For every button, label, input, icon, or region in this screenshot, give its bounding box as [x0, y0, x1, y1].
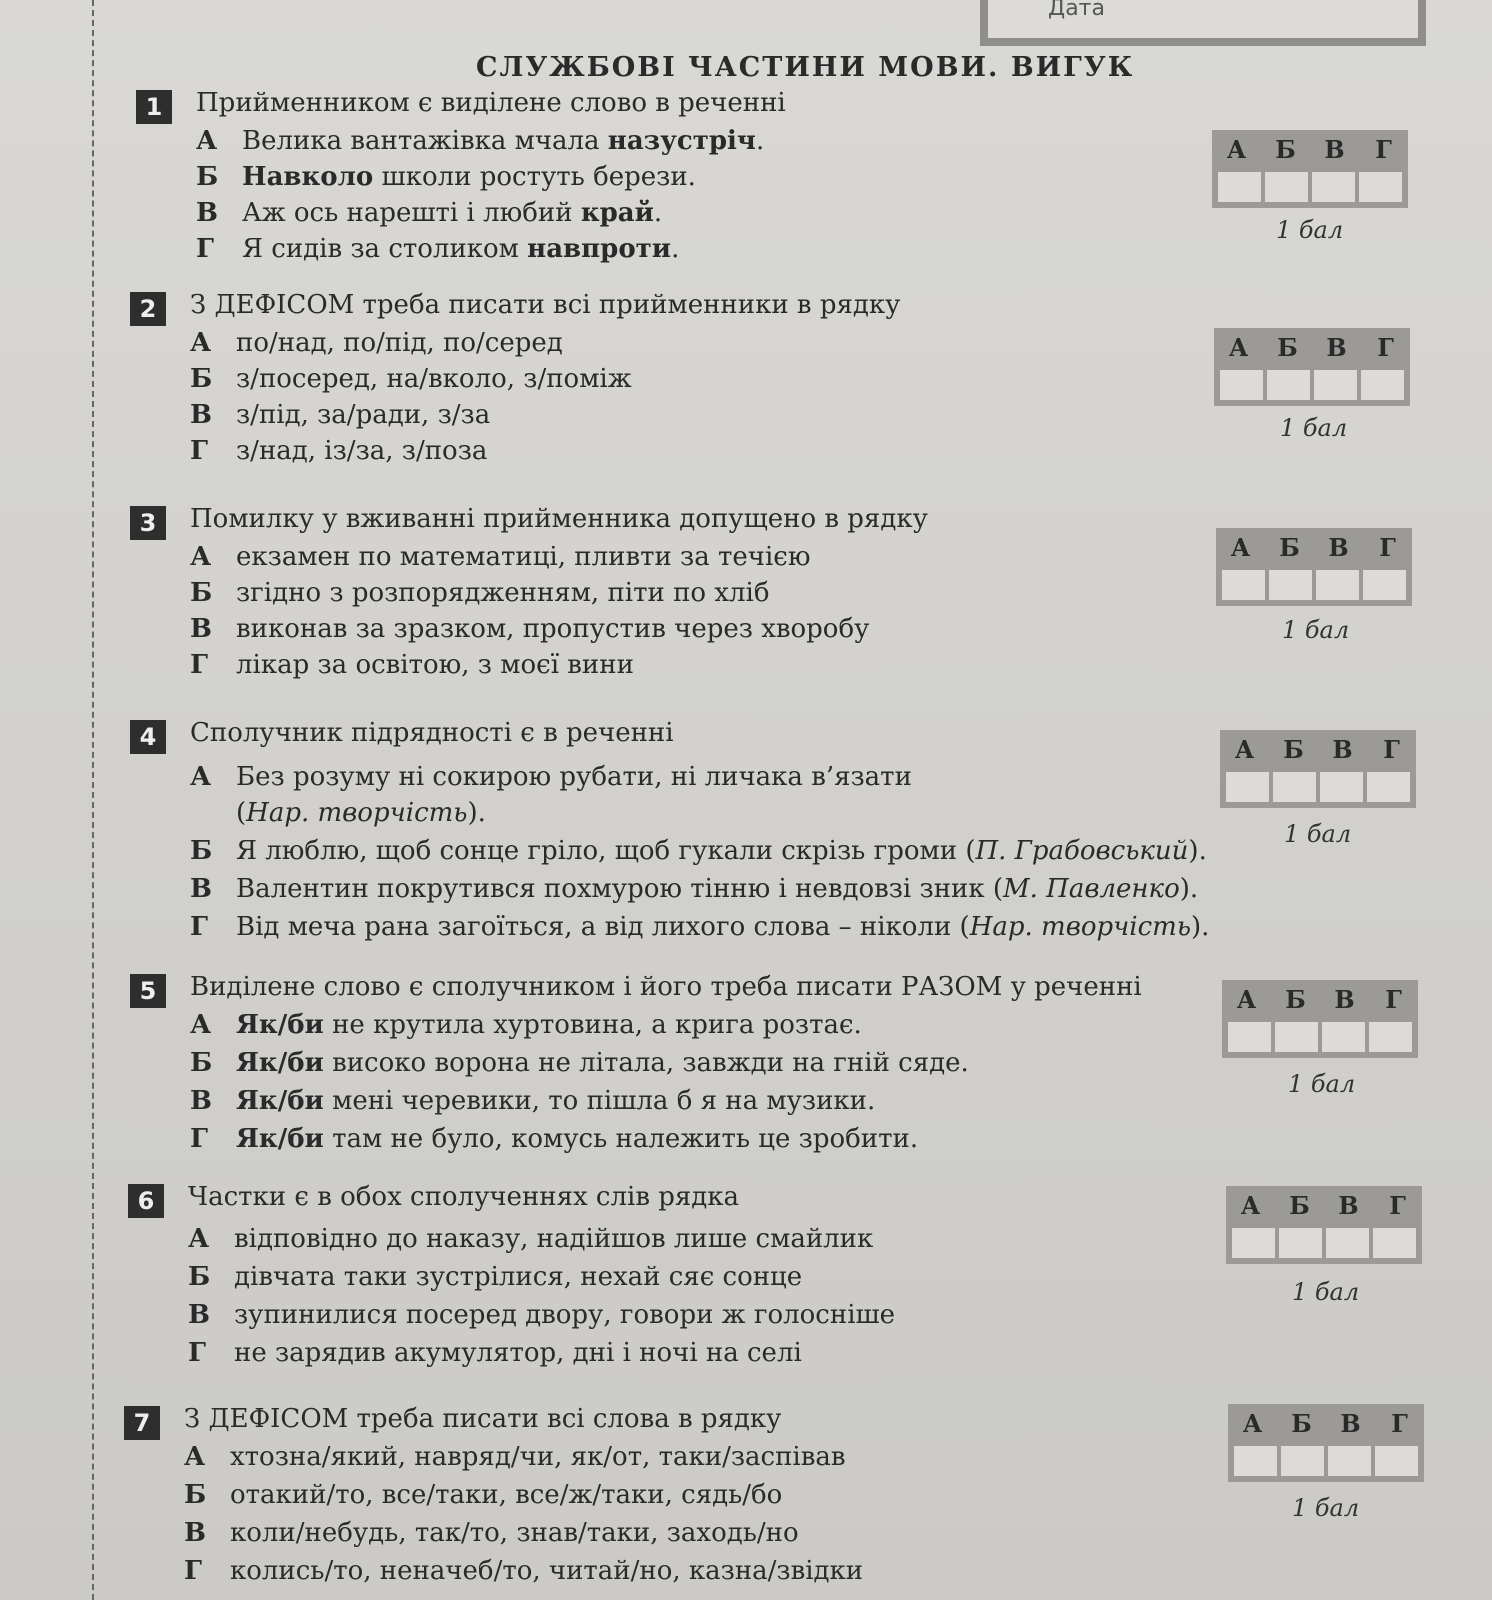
question-text: З ДЕФІСОМ треба писати всі прийменники в рядку [190, 290, 901, 320]
option-letter: А [190, 1010, 212, 1040]
option-a[interactable] [190, 1010, 862, 1040]
option-letter: А [184, 1442, 206, 1472]
question-text: Помилку у вживанні прийменника допущено в рядку [190, 504, 928, 534]
paren: ). [1191, 912, 1210, 942]
option-text-end: там не було, комусь належить це зробити. [323, 1124, 919, 1154]
option-text: згідно з розпорядженням, піти по хліб [236, 578, 770, 608]
option-letter: В [188, 1300, 210, 1330]
option-letter: Г [184, 1556, 202, 1586]
question-text: З ДЕФІСОМ треба писати всі слова в рядку [184, 1404, 782, 1434]
answer-cell-v[interactable] [1328, 1446, 1371, 1476]
grid-letter: А [1236, 985, 1257, 1014]
grid-letter: В [1324, 135, 1345, 164]
option-text: по/над, по/під, по/серед [236, 328, 563, 358]
option-v[interactable] [190, 1086, 875, 1116]
question-text: Прийменником є виділене слово в реченні [196, 88, 786, 118]
option-letter: В [196, 198, 218, 228]
answer-cell-b[interactable] [1281, 1446, 1324, 1476]
option-letter: Б [190, 1048, 213, 1078]
paren: ( [236, 798, 247, 828]
answer-grid-6[interactable] [1226, 1186, 1422, 1264]
highlighted-word: навпроти [527, 234, 672, 264]
grid-letter: Г [1391, 1409, 1408, 1438]
option-v[interactable] [196, 198, 662, 228]
grid-letter: А [1234, 735, 1255, 764]
grid-letter: А [1228, 333, 1249, 362]
grid-letter: Б [1283, 735, 1304, 764]
answer-cell-v[interactable] [1316, 570, 1359, 600]
question-number: 6 [128, 1184, 164, 1218]
option-text: Я сидів за столиком [242, 234, 528, 264]
option-text-end: школи ростуть берези. [373, 162, 696, 192]
highlighted-word: Навколо [242, 162, 374, 192]
option-letter: Б [190, 578, 213, 608]
grid-letter: Г [1389, 1191, 1406, 1220]
option-v[interactable] [190, 614, 869, 644]
points-label: 1 бал [1288, 1070, 1356, 1098]
option-letter: Г [188, 1338, 206, 1368]
grid-letter: Б [1275, 135, 1296, 164]
grid-letter: Б [1277, 333, 1298, 362]
option-v[interactable] [190, 400, 490, 430]
source: Нар. творчість [246, 798, 468, 828]
option-g[interactable] [188, 1338, 802, 1368]
option-text-end: не крутила хуртовина, а крига розтає. [323, 1010, 862, 1040]
option-a-continued [236, 798, 486, 828]
option-text: Я люблю, щоб сонце гріло, щоб гукали скрізь громи ( [236, 836, 976, 866]
option-text: Валентин покрутився похмурою тінню і невдовзі зник ( [236, 874, 1004, 904]
points-label: 1 бал [1292, 1494, 1360, 1522]
answer-cell-a[interactable] [1220, 370, 1263, 400]
option-letter: Г [190, 1124, 208, 1154]
answer-cell-v[interactable] [1312, 172, 1355, 202]
answer-cell-g[interactable] [1367, 772, 1410, 802]
answer-cell-a[interactable] [1222, 570, 1265, 600]
highlighted-word: Як/би [236, 1010, 324, 1040]
option-g[interactable] [190, 436, 487, 466]
option-text-end: високо ворона не літала, завжди на гній сяде. [323, 1048, 969, 1078]
option-letter: Г [190, 436, 208, 466]
option-a[interactable] [190, 762, 912, 792]
grid-letter: В [1334, 985, 1355, 1014]
option-letter: Б [188, 1262, 211, 1292]
answer-cell-a[interactable] [1218, 172, 1261, 202]
option-text: не зарядив акумулятор, дні і ночі на селі [234, 1338, 802, 1368]
grid-letter: Г [1385, 985, 1402, 1014]
option-letter: А [190, 762, 212, 792]
option-letter: Б [184, 1480, 207, 1510]
answer-cell-v[interactable] [1320, 772, 1363, 802]
option-b[interactable] [196, 162, 696, 192]
option-g[interactable] [190, 1124, 918, 1154]
option-letter: В [190, 1086, 212, 1116]
answer-cell-g[interactable] [1359, 172, 1402, 202]
answer-cell-a[interactable] [1228, 1022, 1271, 1052]
highlighted-word: Як/би [236, 1086, 324, 1116]
page-title: СЛУЖБОВІ ЧАСТИНИ МОВИ. ВИГУК [476, 52, 1135, 83]
grid-letter: Б [1291, 1409, 1312, 1438]
option-letter: Б [190, 836, 213, 866]
source: Нар. творчість [969, 912, 1191, 942]
points-label: 1 бал [1284, 820, 1352, 848]
option-text: з/над, із/за, з/поза [236, 436, 488, 466]
option-g[interactable] [184, 1556, 863, 1586]
grid-letter: А [1226, 135, 1247, 164]
question-text: Виділене слово є сполучником і його треба писати РАЗОМ у реченні [190, 972, 1142, 1002]
answer-cell-g[interactable] [1363, 570, 1406, 600]
answer-cell-b[interactable] [1279, 1228, 1322, 1258]
answer-cell-g[interactable] [1361, 370, 1404, 400]
option-b[interactable] [190, 1048, 969, 1078]
option-letter: Г [190, 650, 208, 680]
option-letter: В [190, 614, 212, 644]
question-number: 2 [130, 292, 166, 326]
option-text: екзамен по математиці, пливти за течією [236, 542, 811, 572]
cut-line [92, 0, 94, 1600]
paren: ). [1179, 874, 1199, 904]
question-text: Сполучник підрядності є в реченні [190, 718, 674, 748]
option-g[interactable] [190, 912, 1209, 942]
answer-grid-4[interactable] [1220, 730, 1416, 808]
option-b[interactable] [190, 578, 769, 608]
grid-letter: В [1340, 1409, 1361, 1438]
question-number: 5 [130, 974, 166, 1008]
option-text-end: мені черевики, то пішла б я на музики. [323, 1086, 876, 1116]
option-v[interactable] [188, 1300, 895, 1330]
option-text: Аж ось нарешті і любий [242, 198, 581, 228]
question-text: Частки є в обох сполученнях слів рядка [188, 1182, 740, 1212]
paren: ). [467, 798, 486, 828]
answer-cell-a[interactable] [1234, 1446, 1277, 1476]
highlighted-word: край [580, 198, 654, 228]
option-letter: А [196, 126, 218, 156]
option-text: хтозна/який, навряд/чи, як/от, таки/заспівав [230, 1442, 846, 1472]
option-letter: В [184, 1518, 206, 1548]
highlighted-word: Як/би [236, 1048, 324, 1078]
answer-cell-g[interactable] [1369, 1022, 1412, 1052]
option-text: коли/небудь, так/то, знав/таки, заходь/но [230, 1518, 799, 1548]
answer-cell-v[interactable] [1326, 1228, 1369, 1258]
grid-letter: А [1242, 1409, 1263, 1438]
source: М. Павленко [1003, 874, 1180, 904]
answer-cell-b[interactable] [1273, 772, 1316, 802]
answer-grid-3[interactable] [1216, 528, 1412, 606]
grid-letter: В [1328, 533, 1349, 562]
answer-grid-2[interactable] [1214, 328, 1410, 406]
answer-cell-b[interactable] [1265, 172, 1308, 202]
option-letter: Б [190, 364, 213, 394]
option-text: з/під, за/ради, з/за [236, 400, 491, 430]
option-g[interactable] [190, 650, 634, 680]
answer-cell-g[interactable] [1373, 1228, 1416, 1258]
option-b[interactable] [190, 836, 1207, 866]
option-text-end: . [671, 234, 680, 264]
grid-letter: Б [1279, 533, 1300, 562]
grid-letter: Б [1289, 1191, 1310, 1220]
option-text: відповідно до наказу, надійшов лише смайлик [234, 1224, 874, 1254]
option-g[interactable] [196, 234, 679, 264]
option-text: виконав за зразком, пропустив через хворобу [236, 614, 870, 644]
points-label: 1 бал [1276, 216, 1344, 244]
option-letter: Б [196, 162, 219, 192]
option-text: отакий/то, все/таки, все/ж/таки, сядь/бо [230, 1480, 783, 1510]
answer-cell-b[interactable] [1269, 570, 1312, 600]
date-label: Дата [1048, 0, 1105, 21]
grid-letter: А [1230, 533, 1251, 562]
grid-letter: В [1332, 735, 1353, 764]
option-text: Велика вантажівка мчала [242, 126, 608, 156]
question-number: 4 [130, 720, 166, 754]
grid-letter: А [1240, 1191, 1261, 1220]
option-v[interactable] [190, 874, 1198, 904]
option-letter: Г [190, 912, 208, 942]
answer-cell-g[interactable] [1375, 1446, 1418, 1476]
option-letter: А [190, 328, 212, 358]
points-label: 1 бал [1280, 414, 1348, 442]
answer-cell-b[interactable] [1275, 1022, 1318, 1052]
answer-cell-v[interactable] [1322, 1022, 1365, 1052]
source: П. Грабовський [975, 836, 1189, 866]
grid-letter: Г [1375, 135, 1392, 164]
option-text-end: . [755, 126, 765, 156]
option-text: колись/то, неначеб/то, читай/но, казна/звідки [230, 1556, 864, 1586]
grid-letter: В [1338, 1191, 1359, 1220]
option-text-end: . [653, 198, 663, 228]
question-number: 1 [136, 90, 172, 124]
answer-cell-v[interactable] [1314, 370, 1357, 400]
option-v[interactable] [184, 1518, 799, 1548]
answer-grid-1[interactable] [1212, 130, 1408, 208]
option-letter: Г [196, 234, 214, 264]
option-letter: А [190, 542, 212, 572]
question-number: 3 [130, 506, 166, 540]
option-text: з/посеред, на/вколо, з/поміж [236, 364, 632, 394]
option-text: Від меча рана загоїться, а від лихого слова – ніколи ( [236, 912, 970, 942]
highlighted-word: Як/би [236, 1124, 324, 1154]
option-letter: А [188, 1224, 210, 1254]
option-text: лікар за освітою, з моєї вини [236, 650, 634, 680]
option-a[interactable] [188, 1224, 873, 1254]
grid-letter: Б [1285, 985, 1306, 1014]
grid-letter: Г [1379, 533, 1396, 562]
date-box [980, 0, 1426, 46]
option-b[interactable] [188, 1262, 802, 1292]
grid-letter: В [1326, 333, 1347, 362]
grid-letter: Г [1383, 735, 1400, 764]
option-a[interactable] [190, 328, 563, 358]
option-b[interactable] [184, 1480, 782, 1510]
option-text: зупинилися посеред двору, говори ж голосніше [234, 1300, 896, 1330]
option-text: Без розуму ні сокирою рубати, ні личака в’язати [236, 762, 912, 792]
option-text: дівчата таки зустрілися, нехай сяє сонце [234, 1262, 803, 1292]
answer-cell-b[interactable] [1267, 370, 1310, 400]
option-a[interactable] [184, 1442, 846, 1472]
paren: ). [1188, 836, 1207, 866]
answer-cell-a[interactable] [1226, 772, 1269, 802]
option-letter: В [190, 400, 212, 430]
question-number: 7 [124, 1406, 160, 1440]
answer-grid-7[interactable] [1228, 1404, 1424, 1482]
grid-letter: Г [1377, 333, 1394, 362]
option-a[interactable] [190, 542, 810, 572]
option-a[interactable] [196, 126, 764, 156]
answer-grid-5[interactable] [1222, 980, 1418, 1058]
option-b[interactable] [190, 364, 632, 394]
highlighted-word: назустріч [607, 126, 756, 156]
answer-cell-a[interactable] [1232, 1228, 1275, 1258]
points-label: 1 бал [1292, 1278, 1360, 1306]
points-label: 1 бал [1282, 616, 1350, 644]
option-letter: В [190, 874, 212, 904]
